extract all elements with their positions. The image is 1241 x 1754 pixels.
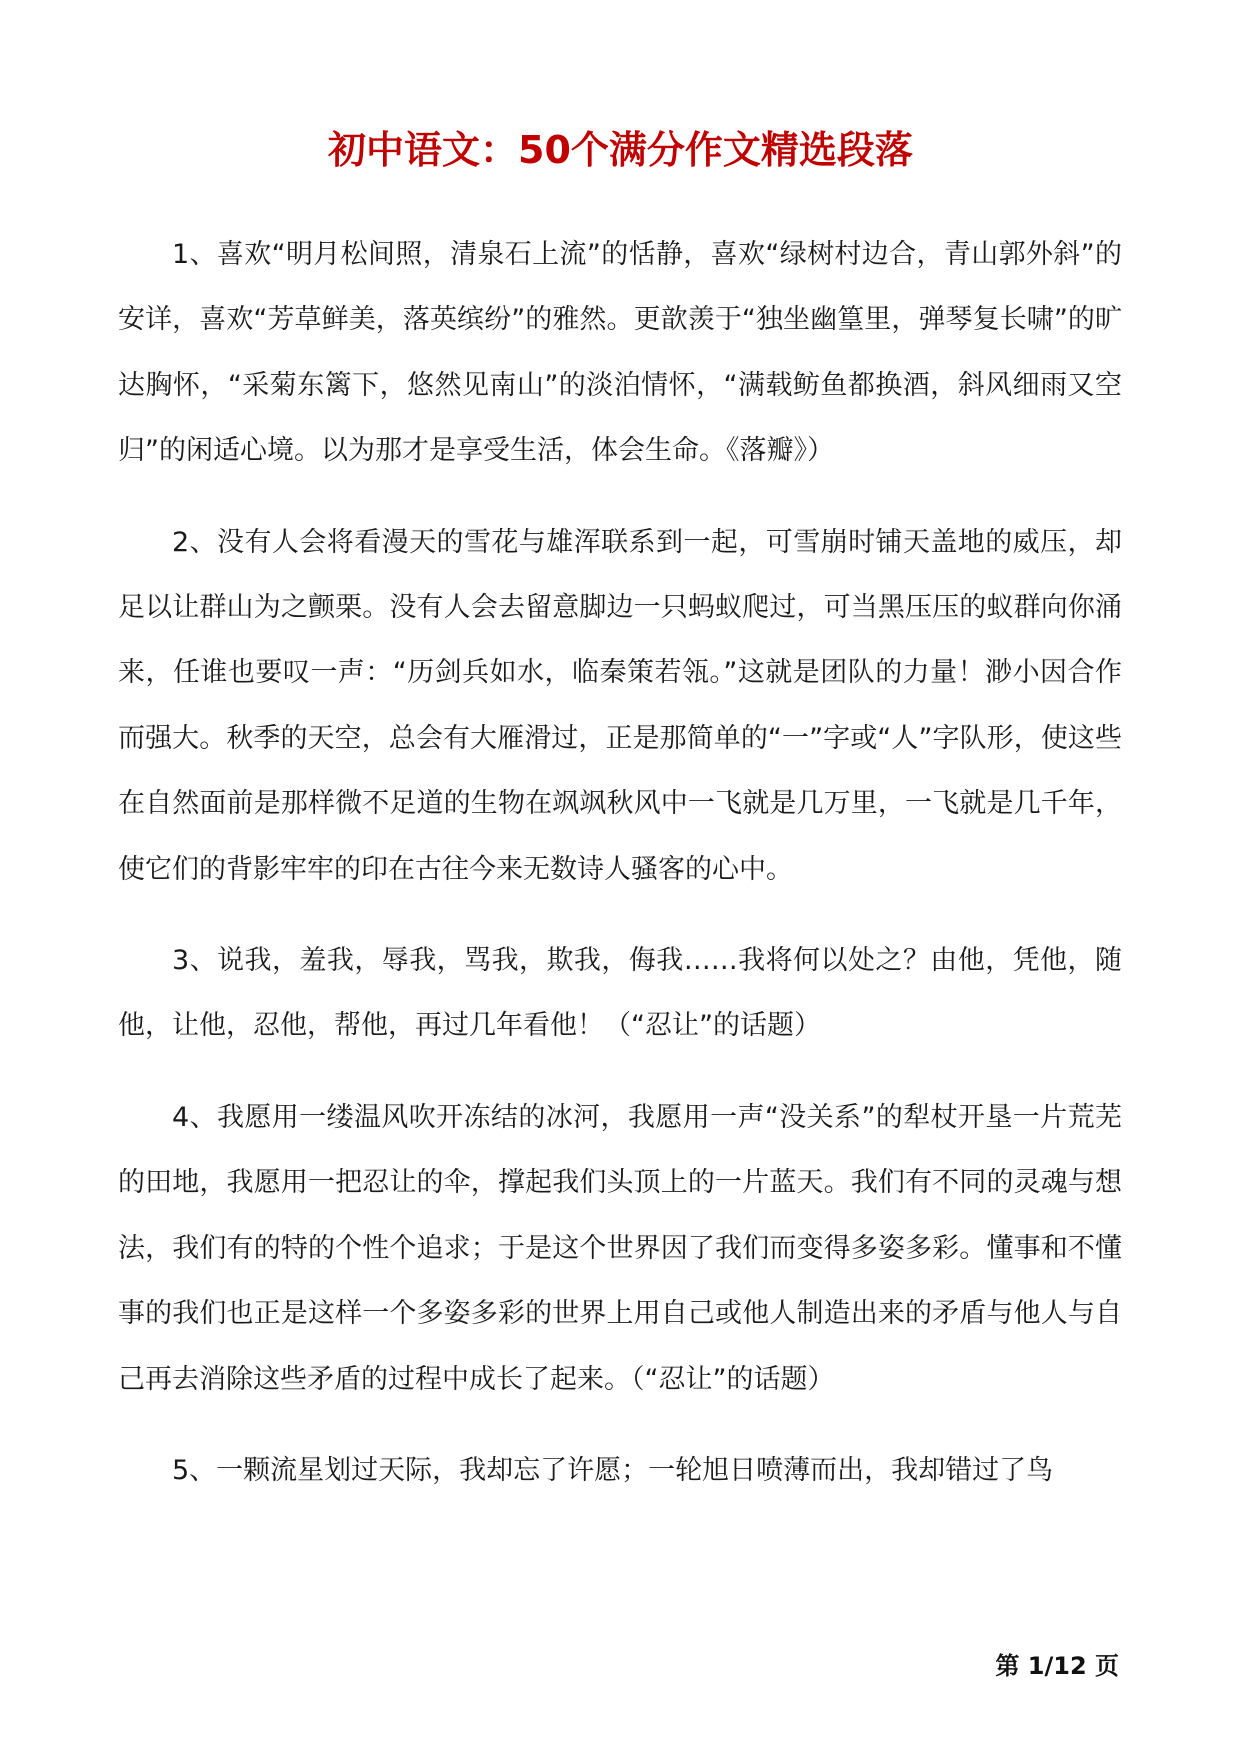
document-title: 初中语文：50个满分作文精选段落 bbox=[328, 128, 913, 172]
paragraph-4: 4、我愿用一缕温风吹开冻结的冰河，我愿用一声“没关系”的犁杖开垦一片荒芜的田地，我愿用一把忍让的伞，撑起我们头顶上的一片蓝天。我们有不同的灵魂与想法，我们有的特的个性个追求；于是这个世界因了我们而变得多姿多彩。懂事和不懂事的我们也正是这样一个多姿多彩的世界上用自己或他人制造出来的矛盾与他人与自己再去消除这些矛盾的过程中成长了起来。（“忍让”的话题） bbox=[118, 1101, 1122, 1395]
paragraph-3: 3、说我，羞我，辱我，骂我，欺我，侮我……我将何以处之？由他，凭他，随他，让他，忍他，帮他，再过几年看他！（“忍让”的话题） bbox=[118, 945, 1122, 1042]
paragraph-2: 2、没有人会将看漫天的雪花与雄浑联系到一起，可雪崩时铺天盖地的威压，却足以让群山为之颤栗。没有人会去留意脚边一只蚂蚁爬过，可当黑压压的蚁群向你涌来，任谁也要叹一声：“历剑兵如水，临秦策若瓴。”这就是团队的力量！渺小因合作而强大。秋季的天空，总会有大雁滑过，正是那简单的“一”字或“人”字队形，使这些在自然面前是那样微不足道的生物在飒飒秋风中一飞就是几万里，一飞就是几千年，使它们的背影牢牢的印在古往今来无数诗人骚客的心中。 bbox=[118, 526, 1122, 885]
page-number: 第 1/12 页 bbox=[995, 1652, 1119, 1680]
paragraph-1: 1、喜欢“明月松间照，清泉石上流”的恬静，喜欢“绿树村边合，青山郭外斜”的安详，喜欢“芳草鲜美，落英缤纷”的雅然。更歆羡于“独坐幽篁里，弹琴复长啸”的旷达胸怀，“采菊东篱下，悠然见南山”的淡泊情怀，“满载鲂鱼都换酒，斜风细雨又空归”的闲适心境。以为那才是享受生活，体会生命。《落瓣》） bbox=[118, 239, 1122, 467]
document-body bbox=[118, 222, 1122, 1529]
paragraph-5: 5、一颗流星划过天际，我却忘了许愿；一轮旭日喷薄而出，我却错过了鸟 bbox=[172, 1454, 1054, 1486]
